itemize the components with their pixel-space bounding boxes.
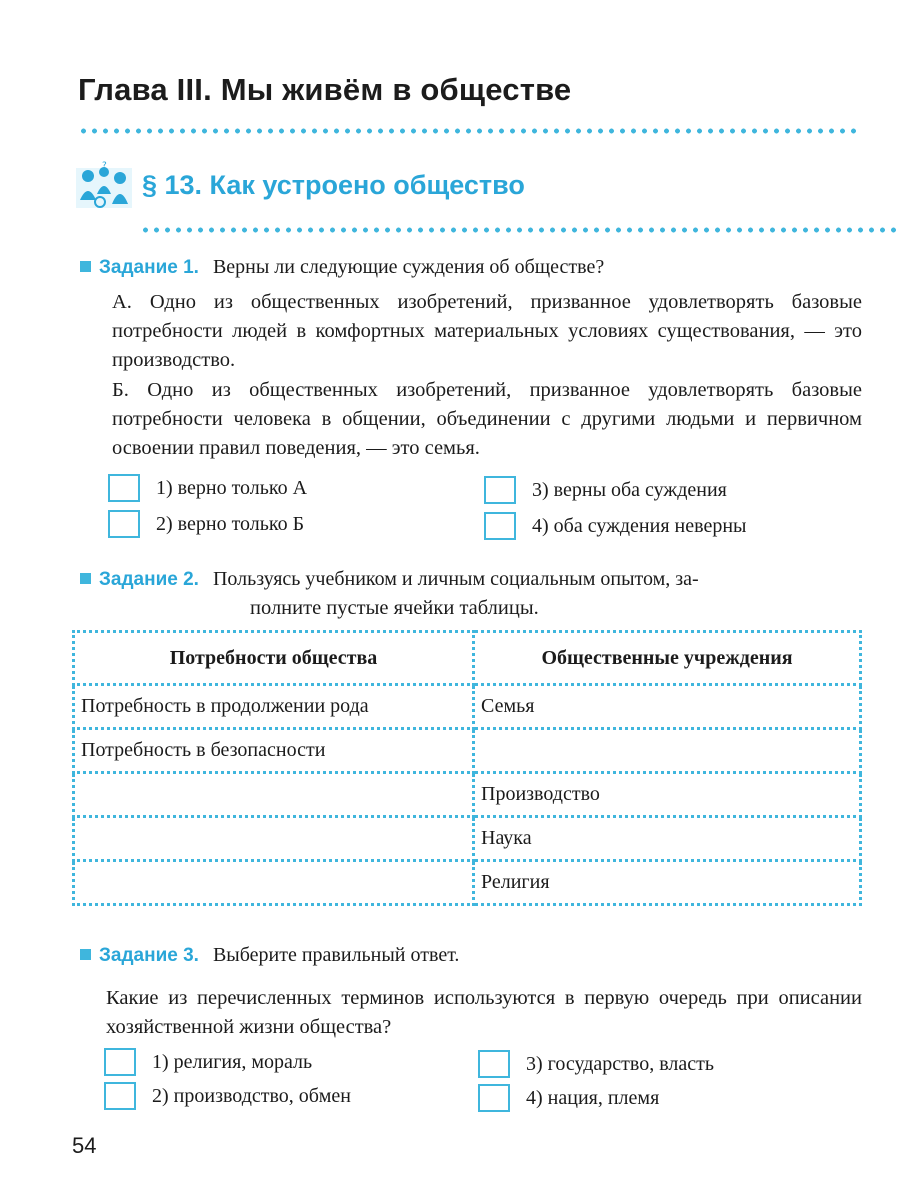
dotted-divider bbox=[78, 128, 860, 134]
table-header-cell: Общественные учреждения bbox=[474, 632, 861, 685]
task3-question: Какие из перечисленных терминов используются в первую очередь при описании хозяйственной жизни общества? bbox=[106, 987, 862, 1038]
page-number: 54 bbox=[72, 1133, 97, 1158]
task2-label: Задание 2. bbox=[80, 569, 199, 590]
task3-option-1[interactable] bbox=[104, 1048, 312, 1076]
option-label: 2) верно только Б bbox=[156, 512, 305, 535]
task1-heading bbox=[80, 256, 604, 279]
svg-text:?: ? bbox=[102, 161, 107, 171]
table-cell[interactable]: Потребность в продолжении рода bbox=[74, 685, 474, 729]
section-title: § 13. Как устроено общество bbox=[142, 170, 525, 200]
option-label: 4) нация, племя bbox=[526, 1086, 660, 1109]
task1-option-3[interactable] bbox=[484, 476, 727, 504]
answer-checkbox[interactable] bbox=[484, 512, 516, 540]
table-header-cell: Потребности общества bbox=[74, 632, 474, 685]
table-row bbox=[74, 685, 861, 729]
answer-checkbox[interactable] bbox=[104, 1082, 136, 1110]
table-cell[interactable]: Религия bbox=[474, 861, 861, 905]
option-label: 1) религия, мораль bbox=[152, 1050, 313, 1073]
task1-statement-a: А. Одно из общественных изобретений, призванное удовлетворять базовые потребности людей в комфортных материальных условиях существования, — это производство. bbox=[112, 291, 862, 371]
needs-table bbox=[72, 630, 862, 906]
answer-checkbox[interactable] bbox=[104, 1048, 136, 1076]
dotted-divider bbox=[140, 227, 900, 233]
option-label: 2) производство, обмен bbox=[152, 1084, 352, 1107]
table-header-row bbox=[74, 632, 861, 685]
answer-checkbox[interactable] bbox=[478, 1084, 510, 1112]
task1-option-4[interactable] bbox=[484, 512, 746, 540]
task3-option-2[interactable] bbox=[104, 1082, 351, 1110]
option-label: 3) государство, власть bbox=[526, 1052, 714, 1075]
task1-label: Задание 1. bbox=[80, 257, 199, 278]
table-cell[interactable]: Наука bbox=[474, 817, 861, 861]
table-row bbox=[74, 861, 861, 905]
task2-instruction-line2: полните пустые ячейки таблицы. bbox=[250, 597, 539, 619]
task3-heading bbox=[80, 944, 459, 967]
task3-option-4[interactable] bbox=[478, 1084, 659, 1112]
people-illustration-icon bbox=[76, 160, 132, 212]
task1-question: Верны ли следующие суждения об обществе? bbox=[212, 256, 605, 278]
table-cell[interactable] bbox=[74, 773, 474, 817]
task2-instruction-line1: Пользуясь учебником и личным социальным опытом, за- bbox=[212, 568, 699, 590]
table-cell[interactable] bbox=[74, 861, 474, 905]
answer-checkbox[interactable] bbox=[108, 510, 140, 538]
table-cell[interactable]: Потребность в безопасности bbox=[74, 729, 474, 773]
table-row bbox=[74, 729, 861, 773]
table-cell[interactable]: Производство bbox=[474, 773, 861, 817]
chapter-title: Глава III. Мы живём в обществе bbox=[78, 72, 572, 107]
answer-checkbox[interactable] bbox=[484, 476, 516, 504]
table-row bbox=[74, 773, 861, 817]
task3-option-3[interactable] bbox=[478, 1050, 714, 1078]
table-cell[interactable] bbox=[474, 729, 861, 773]
option-label: 3) верны оба суждения bbox=[532, 478, 727, 501]
table-cell[interactable] bbox=[74, 817, 474, 861]
task3-instruction: Выберите правильный ответ. bbox=[212, 944, 460, 966]
bullet-square-icon bbox=[80, 573, 91, 584]
task3-label: Задание 3. bbox=[80, 945, 199, 966]
answer-checkbox[interactable] bbox=[108, 474, 140, 502]
task1-statement-b: Б. Одно из общественных изобретений, призванное удовлетворять базовые потребности человека в общении, объединении с другими людьми и первичном освоении правил поведения, — это семья. bbox=[112, 379, 862, 459]
task1-option-1[interactable] bbox=[108, 474, 307, 502]
bullet-square-icon bbox=[80, 261, 91, 272]
bullet-square-icon bbox=[80, 949, 91, 960]
task1-option-2[interactable] bbox=[108, 510, 304, 538]
option-label: 4) оба суждения неверны bbox=[532, 514, 747, 537]
table-row bbox=[74, 817, 861, 861]
answer-checkbox[interactable] bbox=[478, 1050, 510, 1078]
option-label: 1) верно только А bbox=[156, 476, 308, 499]
task2-heading bbox=[80, 568, 699, 591]
table-cell[interactable]: Семья bbox=[474, 685, 861, 729]
